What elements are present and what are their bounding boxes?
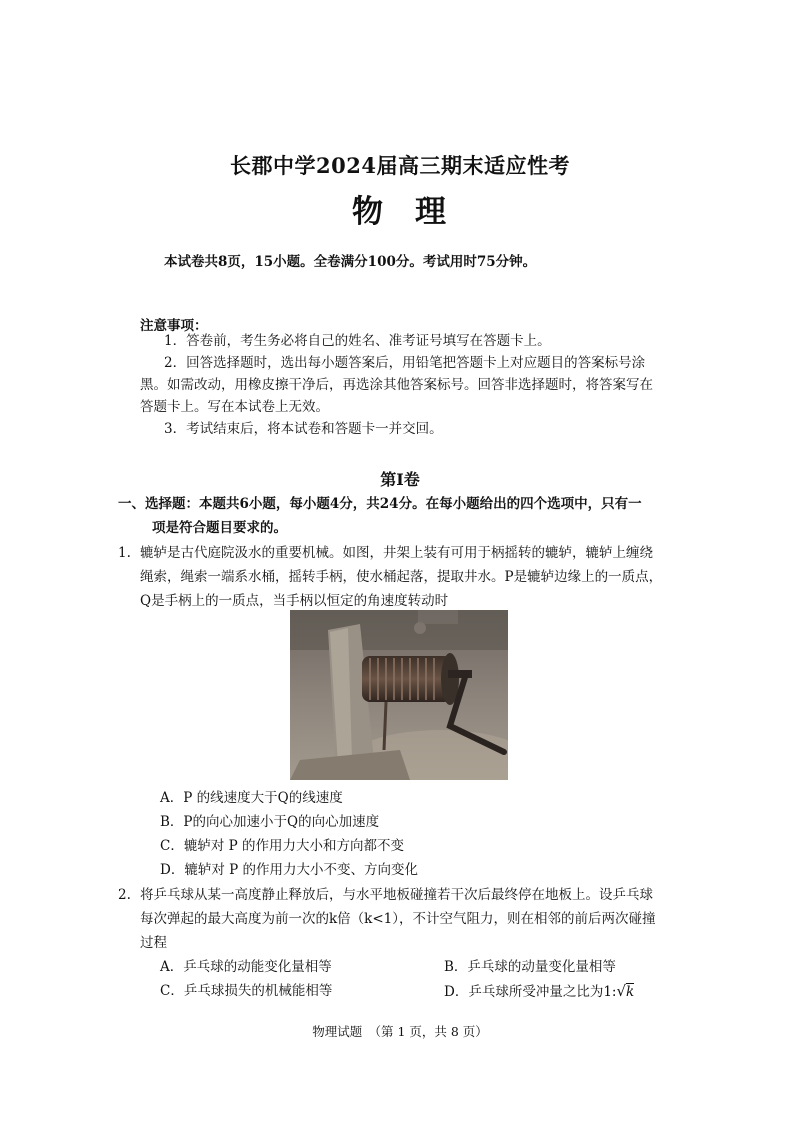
notice-item-2-line-1: 2．回答选择题时，选出每小题答案后，用铅笔把答题卡上对应题目的答案标号涂 xyxy=(164,355,646,371)
q2-text-line-2: 每次弹起的最大高度为前一次的k倍（k<1），不计空气阻力，则在相邻的前后两次碰撞 xyxy=(140,911,656,927)
q2-option-c: C．乒乓球损失的机械能相等 xyxy=(160,983,333,999)
q1-option-a: A．P 的线速度大于Q的线速度 xyxy=(160,790,343,806)
windlass-illustration xyxy=(290,610,508,780)
notice-heading: 注意事项： xyxy=(140,318,208,334)
q2-option-d xyxy=(444,979,634,1004)
q1-text-line-2: 绳索，绳索一端系水桶，摇转手柄，使水桶起落，提取井水。P是辘轳边缘上的一质点， xyxy=(140,569,663,585)
q2-number: 2. xyxy=(118,887,131,903)
q1-option-d: D．辘轳对 P 的作用力大小不变、方向变化 xyxy=(160,862,418,878)
q2-option-a: A．乒乓球的动能变化量相等 xyxy=(160,959,332,975)
q1-option-b: B．P的向心加速小于Q的向心加速度 xyxy=(160,814,380,830)
q2-text-line-3: 过程 xyxy=(140,935,167,951)
page-footer: 物理试题 （第 1 页，共 8 页） xyxy=(312,1024,488,1039)
q1-text-line-1: 辘轳是古代庭院汲水的重要机械。如图，井架上装有可用于柄摇转的辘轳，辘轳上缠绕 xyxy=(140,545,653,561)
exam-summary: 本试卷共8页，15小题。全卷满分100分。考试用时75分钟。 xyxy=(164,254,537,270)
notice-item-2-line-3: 答题卡上。写在本试卷上无效。 xyxy=(140,399,329,415)
subject-title: 物理 xyxy=(352,194,478,230)
sqrt-symbol: √ xyxy=(616,982,627,1000)
exam-title: 长郡中学2024届高三期末适应性考 xyxy=(230,153,570,178)
q1-number: 1. xyxy=(118,545,131,561)
section-instruction-line-1: 一、选择题：本题共6小题，每小题4分，共24分。在每小题给出的四个选项中，只有一 xyxy=(118,496,642,512)
q2-option-d-radicand: k xyxy=(626,984,635,1000)
q1-text-line-3: Q是手柄上的一质点，当手柄以恒定的角速度转动时 xyxy=(140,593,449,609)
notice-item-3: 3．考试结束后，将本试卷和答题卡一并交回。 xyxy=(164,421,443,437)
notice-item-1: 1．答卷前，考生务必将自己的姓名、准考证号填写在答题卡上。 xyxy=(164,333,551,349)
section-instruction-line-2: 项是符合题目要求的。 xyxy=(152,520,287,536)
windlass-photo xyxy=(290,610,508,780)
q2-option-b: B．乒乓球的动量变化量相等 xyxy=(444,959,616,975)
q2-text-line-1: 将乒乓球从某一高度静止释放后，与水平地板碰撞若干次后最终停在地板上。设乒乓球 xyxy=(140,887,653,903)
q2-option-d-prefix: D．乒乓球所受冲量之比为1: xyxy=(444,984,617,1000)
q1-option-c: C．辘轳对 P 的作用力大小和方向都不变 xyxy=(160,838,404,854)
section-title: 第Ⅰ卷 xyxy=(380,470,420,489)
notice-item-2-line-2: 黑。如需改动，用橡皮擦干净后，再选涂其他答案标号。回答非选择题时，将答案写在 xyxy=(140,377,653,393)
